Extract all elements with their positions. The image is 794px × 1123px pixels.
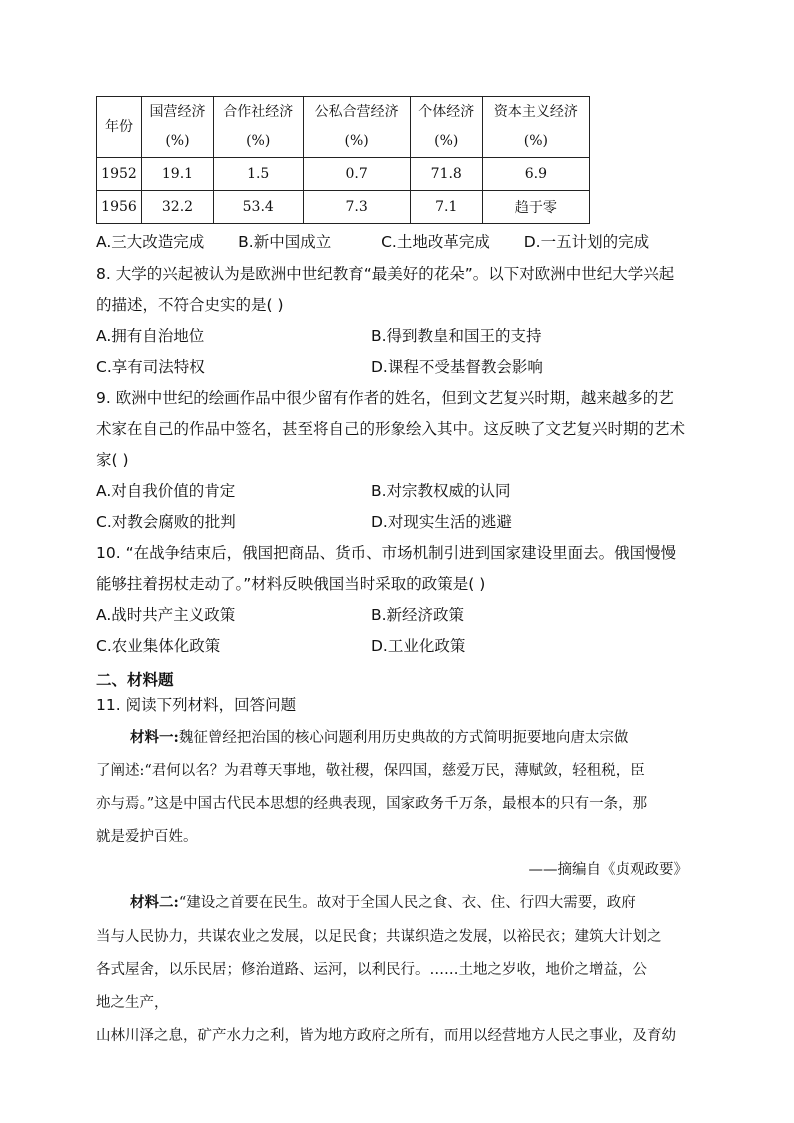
table-cell: 1.5 xyxy=(213,158,303,191)
header-joint-economy: 公私合营经济 (%) xyxy=(303,97,410,158)
material2-line-3: 各式屋舍，以乐民居；修治道路、运河，以利民行。……土地之岁收，地价之增益，公 xyxy=(96,962,647,978)
q9-option-d[interactable]: D.对现实生活的逃避 xyxy=(371,513,512,531)
table-cell: 71.8 xyxy=(410,158,482,191)
section-title: 二、材料题 xyxy=(96,671,174,689)
q9-stem-line-1: 9. 欧洲中世纪的绘画作品中很少留有作者的姓名，但到文艺复兴时期，越来越多的艺 xyxy=(96,389,674,407)
q11-stem: 11. 阅读下列材料，回答问题 xyxy=(96,696,297,714)
material1-label: 材料一: xyxy=(130,729,179,746)
material2-line-5: 山林川泽之息，矿产水力之利，皆为地方政府之所有，而用以经营地方人民之事业，及育幼 xyxy=(96,1028,676,1044)
table-cell: 1956 xyxy=(97,191,142,224)
material1-source: ——摘编自《贞观政要》 xyxy=(528,862,688,878)
material1-line-4: 就是爱护百姓。 xyxy=(96,829,198,845)
table-row xyxy=(97,191,590,224)
header-individual-economy: 个体经济 (%) xyxy=(410,97,482,158)
q10-stem-line-1: 10. “在战争结束后，俄国把商品、货币、市场机制引进到国家建设里面去。俄国慢慢 xyxy=(96,544,677,562)
q8-option-c[interactable]: C.享有司法特权 xyxy=(96,358,205,376)
q9-option-c[interactable]: C.对教会腐败的批判 xyxy=(96,513,236,531)
q9-option-a[interactable]: A.对自我价值的肯定 xyxy=(96,482,236,500)
q7-options xyxy=(96,230,649,252)
table-cell: 53.4 xyxy=(213,191,303,224)
material1-line-2: 了阐述:“君何以名？为君尊天事地，敬社稷，保四国，慈爱万民，薄赋敛，轻租税，臣 xyxy=(96,763,645,779)
table-header-row xyxy=(97,97,590,158)
q10-option-d[interactable]: D.工业化政策 xyxy=(371,637,466,655)
table-cell: 1952 xyxy=(97,158,142,191)
table-cell: 0.7 xyxy=(303,158,410,191)
material2-line-1: 材料二:“建设之首要在民生。故对于全国人民之食、衣、住、行四大需要，政府 xyxy=(130,894,636,911)
q10-option-c[interactable]: C.农业集体化政策 xyxy=(96,637,221,655)
q8-option-d[interactable]: D.课程不受基督教会影响 xyxy=(371,358,543,376)
q8-option-a[interactable]: A.拥有自治地位 xyxy=(96,327,205,345)
table-cell: 7.3 xyxy=(303,191,410,224)
header-state-economy: 国营经济 (%) xyxy=(142,97,214,158)
material2-line-4: 地之生产， xyxy=(96,995,169,1011)
q7-option-c[interactable]: C.土地改革完成 xyxy=(381,233,490,251)
q8-stem-line-1: 8. 大学的兴起被认为是欧洲中世纪教育“最美好的花朵”。以下对欧洲中世纪大学兴起 xyxy=(96,265,675,283)
q10-option-a[interactable]: A.战时共产主义政策 xyxy=(96,606,236,624)
q9-option-b[interactable]: B.对宗教权威的认同 xyxy=(371,482,511,500)
table-cell: 19.1 xyxy=(142,158,214,191)
table-cell: 趋于零 xyxy=(482,191,589,224)
material2-label: 材料二: xyxy=(130,894,179,911)
material1-line-1: 材料一:魏征曾经把治国的核心问题利用历史典故的方式简明扼要地向唐太宗做 xyxy=(130,729,629,746)
table-cell: 6.9 xyxy=(482,158,589,191)
q7-option-d[interactable]: D.一五计划的完成 xyxy=(523,233,650,251)
q7-option-a[interactable]: A.三大改造完成 xyxy=(96,233,205,251)
table-cell: 32.2 xyxy=(142,191,214,224)
header-year: 年份 xyxy=(97,97,142,158)
q9-stem-line-3: 家( ) xyxy=(96,451,129,469)
material2-line-2: 当与人民协力，共谋农业之发展，以足民食；共谋织造之发展，以裕民衣；建筑大计划之 xyxy=(96,929,662,945)
q8-option-b[interactable]: B.得到教皇和国王的支持 xyxy=(371,327,542,345)
table-row xyxy=(97,158,590,191)
header-capitalist-economy: 资本主义经济 (%) xyxy=(482,97,589,158)
q10-stem-line-2: 能够拄着拐杖走动了。”材料反映俄国当时采取的政策是( ) xyxy=(96,575,486,593)
header-cooperative-economy: 合作社经济 (%) xyxy=(213,97,303,158)
material1-line-3: 亦与焉。”这是中国古代民本思想的经典表现，国家政务千万条，最根本的只有一条，那 xyxy=(96,796,648,812)
q10-option-b[interactable]: B.新经济政策 xyxy=(371,606,465,624)
table-cell: 7.1 xyxy=(410,191,482,224)
q9-stem-line-2: 术家在自己的作品中签名，甚至将自己的形象绘入其中。这反映了文艺复兴时期的艺术 xyxy=(96,420,686,438)
q8-stem-line-2: 的描述，不符合史实的是( ) xyxy=(96,296,284,314)
q7-option-b[interactable]: B.新中国成立 xyxy=(238,233,332,251)
economy-structure-table xyxy=(96,96,590,224)
